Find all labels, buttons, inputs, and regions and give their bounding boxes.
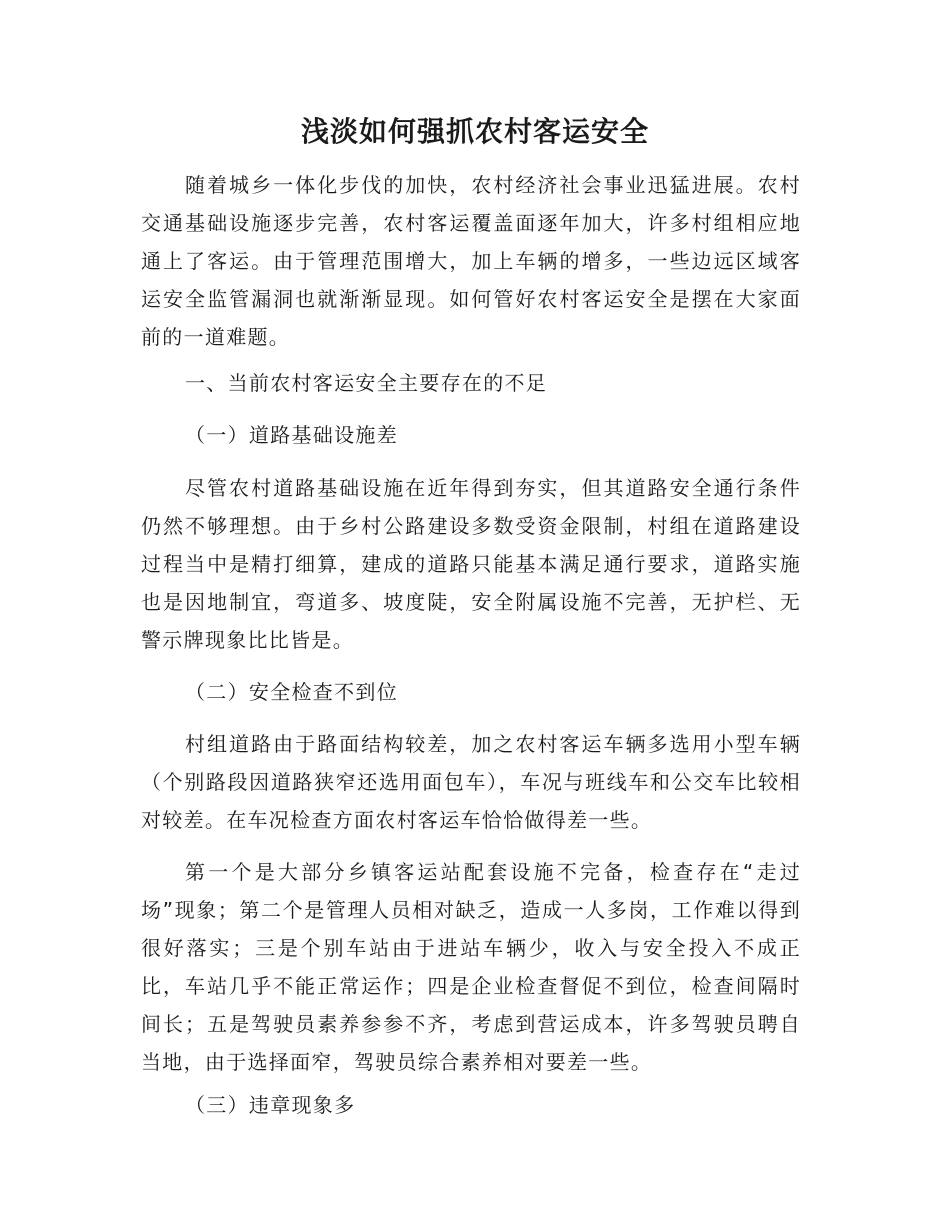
paragraph-intro: 随着城乡一体化步伐的加快，农村经济社会事业迅猛进展。农村交通基础设施逐步完善，农村客运覆盖面逐年加大，许多村组相应地通上了客运。由于管理范围增大，加上车辆的增多，一些边远区域客运安全监管漏洞也就渐渐显现。如何管好农村客运安全是摆在大家面前的一道难题。: [141, 173, 801, 349]
subsection-heading-3: （三）违章现象多: [185, 1093, 356, 1117]
subsection-heading-2: （二）安全检查不到位: [185, 680, 398, 704]
paragraph-inspection-issues: 第一个是大部分乡镇客运站配套设施不完备，检查存在“走过场”现象；第二个是管理人员相对缺乏，造成一人多岗，工作难以得到很好落实；三是个别车站由于进站车辆少，收入与安全投入不成正比，车站几乎不能正常运作；四是企业检查督促不到位，检查间隔时间长；五是驾驶员素养参参不齐，考虑到营运成本，许多驾驶员聘自当地，由于选择面窄，驾驶员综合素养相对要差一些。: [141, 860, 801, 1074]
section-heading-1: 一、当前农村客运安全主要存在的不足: [185, 371, 548, 395]
paragraph-safety-inspection: 村组道路由于路面结构较差，加之农村客运车辆多选用小型车辆（个别路段因道路狭窄还选用面包车），车况与班线车和公交车比较相对较差。在车况检查方面农村客运车恰恰做得差一些。: [141, 732, 801, 832]
paragraph-road-infrastructure: 尽管农村道路基础设施在近年得到夯实，但其道路安全通行条件仍然不够理想。由于乡村公路建设多数受资金限制，村组在道路建设过程当中是精打细算，建成的道路只能基本满足通行要求，道路实施也是因地制宜，弯道多、坡度陡，安全附属设施不完善，无护栏、无警示牌现象比比皆是。: [141, 476, 801, 652]
subsection-heading-1: （一）道路基础设施差: [185, 423, 398, 447]
document-title: 浅淡如何强抓农村客运安全: [300, 115, 649, 148]
